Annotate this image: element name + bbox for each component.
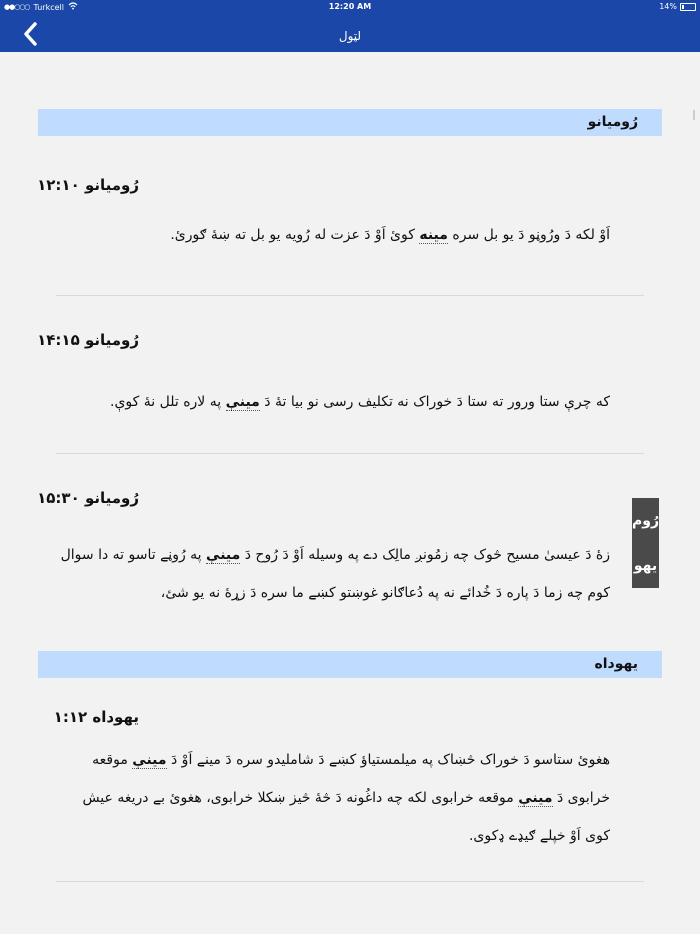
verse-text[interactable]: اَوْ لکه دَ ورُوڼو دَ يو بل سره مينه کوئ اَوْ دَ عزت له رُويه يو بل ته ښۀ ګورئ. [170, 227, 610, 243]
divider [56, 453, 644, 454]
index-tab-jude[interactable]: يهو [633, 557, 658, 574]
battery-fill [682, 5, 684, 9]
verse-reference[interactable]: رُوميانو ۱۴:۱۵ [37, 331, 139, 349]
divider [56, 881, 644, 882]
highlight-term: مينې [206, 547, 241, 563]
book-header: يهوداه [38, 651, 662, 678]
navigation-bar [0, 14, 700, 52]
verse-text[interactable]: هغوئ ستاسو دَ خوراک څښاک په ميلمستياؤ کښے دَ شامليدو سره دَ مينے اَوْ دَ مينې موقعه خرابوی دَ مينې موقعه خرابوی لکه چه داغُونه دَ څۀ څيز ښکلا خرابوی، هغوئ بے دريغه عيش کوی اَوْ خپلے ګيډے ډکوی. [82, 752, 610, 844]
verse-text[interactable]: که چرې ستا ورور ته ستا دَ خوراک نه تکليف رسی نو بيا تۀ دَ مينې په لاره تلل نۀ کوې. [110, 394, 610, 410]
index-tab-rom[interactable]: رُوم [631, 512, 660, 529]
book-header: رُوميانو [38, 109, 662, 136]
scroll-indicator[interactable] [693, 110, 695, 120]
highlight-term: مينې [225, 394, 260, 410]
highlight-term: مينې [132, 752, 167, 768]
verse-reference[interactable]: رُوميانو ۱۲:۱۰ [37, 176, 139, 194]
divider [56, 295, 644, 296]
verse-reference[interactable]: رُوميانو ۱۵:۳۰ [37, 489, 139, 507]
page-title: لټول [338, 29, 362, 43]
highlight-term: مينه [419, 227, 448, 243]
clock: 12:20 AM [328, 2, 372, 11]
highlight-term: مينې [518, 790, 553, 806]
verse-text[interactable]: زۀ دَ عيسىٰ مسيح څوک چه زمُونږ مالِک دے په وسيله اَوْ دَ رُوح دَ مينې په رُوڼے تاسو ته دا سوال کوم چه زما دَ پاره دَ خُدائے نه په دُعاګانو غوښتو کښے ما سره دَ زړۀ نه يو شئ، [60, 547, 610, 601]
carrier-label: Turkcell [33, 2, 64, 12]
status-bar [0, 0, 700, 14]
signal-icon: ●●○○○ [4, 3, 30, 11]
battery-icon [680, 3, 696, 11]
book-index-tab[interactable] [632, 498, 659, 588]
battery-percent: 14% [659, 2, 677, 11]
verse-reference[interactable]: يهوداه ۱:۱۲ [53, 708, 139, 726]
search-results[interactable] [0, 52, 700, 934]
